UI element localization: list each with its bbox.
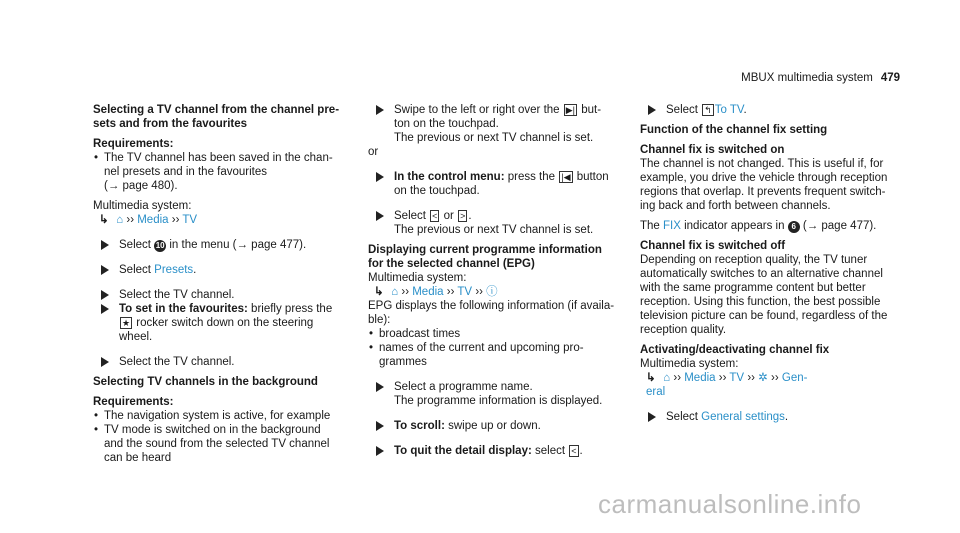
chevron-icon: ›› [475, 286, 487, 298]
heading-fix-on: Channel fix is switched on [640, 144, 785, 156]
step-arrow-icon [376, 446, 384, 456]
path-tv: TV [457, 286, 473, 298]
star-icon: ★ [122, 318, 131, 328]
heading-function-fix: Function of the channel fix setting [640, 124, 828, 136]
epg-item: • broadcast times [368, 327, 622, 341]
heading-select-presets: Selecting a TV channel from the channel pre- sets and from the favourites [93, 104, 340, 130]
heading-epg: Displaying current programme information for the selected channel (EPG) [368, 244, 602, 270]
menu-path [93, 213, 347, 227]
home-icon: ⌂ [116, 214, 124, 226]
number-badge-icon: 10 [155, 241, 165, 250]
epg-description: EPG displays the following information (if availa- ble): [368, 300, 615, 326]
back-arrow-icon: ↰ [704, 105, 712, 115]
step-arrow-icon [376, 211, 384, 221]
chevron-icon: ›› [747, 372, 759, 384]
chevron-icon: ›› [771, 372, 782, 384]
number-badge-icon: 6 [788, 221, 800, 233]
multimedia-label: Multimedia system: [368, 272, 467, 284]
watermark: carmanualsonline.info [598, 489, 862, 519]
step-select-channel-2: Select the TV channel. [93, 355, 347, 369]
path-arrow-icon: ↳ [646, 372, 656, 384]
step-select-presets: Select Presets. [93, 263, 347, 277]
epg-item: • names of the current and upcoming pro- grammes [368, 341, 622, 369]
heading-fix-off: Channel fix is switched off [640, 240, 786, 252]
fix-indicator-text: The FIX indicator appears in 6 (→ page 477). [640, 220, 877, 232]
fix-on-text: The channel is not changed. This is useful if, for example, you drive the vehicle through reception regions that overlap. It prevents frequent switch- ing back and forth between channels. [640, 158, 888, 212]
menu-path-wrap: eral [646, 386, 666, 398]
chevron-icon: ›› [673, 372, 685, 384]
path-media: Media [412, 286, 444, 298]
requirement-item: • TV mode is switched on in the background and the sound from the selected TV channel can be heard [93, 423, 347, 465]
page-number: 479 [880, 72, 900, 84]
step-select-programme: Select a programme name. The programme information is displayed. [368, 380, 622, 408]
step-arrow-icon [648, 412, 656, 422]
step-arrow-icon [101, 304, 109, 314]
column-left [93, 103, 347, 465]
path-general: Gen- [781, 372, 808, 384]
step-quit-detail: To quit the detail display: select < . [368, 444, 622, 458]
requirement-item: • The navigation system is active, for example [93, 409, 347, 423]
header-title: MBUX multimedia system [741, 72, 873, 84]
multimedia-label: Multimedia system: [640, 358, 739, 370]
path-media: Media [137, 214, 169, 226]
chevron-icon: ›› [446, 286, 458, 298]
step-arrow-icon [101, 357, 109, 367]
path-tv: TV [729, 372, 745, 384]
menu-path [640, 371, 894, 385]
chevron-icon: ›› [401, 286, 413, 298]
step-arrow-icon [101, 290, 109, 300]
path-arrow-icon: ↳ [99, 214, 109, 226]
heading-background: Selecting TV channels in the background [93, 376, 318, 388]
gear-icon: ✲ [758, 372, 768, 384]
step-arrow-icon [376, 382, 384, 392]
requirement-item: • The TV channel has been saved in the chan- nel presets and in the favourites (→ page 480). [93, 151, 347, 193]
step-to-tv: Select ↰ To TV. [640, 103, 894, 117]
path-tv: TV [182, 214, 198, 226]
step-arrow-icon [376, 421, 384, 431]
chevron-left-icon: < [432, 211, 438, 221]
step-select-menu: Select 10 in the menu (→ page 477). [93, 238, 347, 252]
chevron-icon: ›› [171, 214, 183, 226]
skip-back-icon: |◀ [561, 172, 571, 182]
step-arrow-icon [376, 172, 384, 182]
step-arrow-icon [101, 265, 109, 275]
heading-activate-fix: Activating/deactivating channel fix [640, 344, 830, 356]
step-swipe: Swipe to the left or right over the ▶| but- ton on the touchpad. The previous or next TV channel is set. [368, 103, 622, 145]
step-select-channel: Select the TV channel. [93, 288, 347, 302]
path-arrow-icon: ↳ [374, 286, 384, 298]
chevron-right-icon: > [460, 211, 466, 221]
home-icon: ⌂ [663, 372, 671, 384]
step-arrow-icon [101, 240, 109, 250]
menu-path [368, 285, 622, 299]
multimedia-label: Multimedia system: [93, 200, 192, 212]
step-select-arrows: Select < or > . The previous or next TV channel is set. [368, 209, 622, 237]
requirements-label: Requirements: [93, 138, 174, 150]
step-arrow-icon [648, 105, 656, 115]
or-text: or [368, 146, 379, 158]
home-icon: ⌂ [391, 286, 399, 298]
column-middle [368, 103, 622, 458]
chevron-icon: ›› [718, 372, 730, 384]
step-scroll: To scroll: swipe up or down. [368, 419, 622, 433]
skip-forward-icon: ▶| [565, 105, 576, 115]
chevron-icon: ›› [126, 214, 138, 226]
column-right [640, 103, 894, 424]
chevron-left-icon: < [571, 446, 577, 456]
path-media: Media [684, 372, 716, 384]
requirements-label-2: Requirements: [93, 396, 174, 408]
fix-off-text: Depending on reception quality, the TV tuner automatically switches to an alternative channel with the same programme content but better reception. Using this function, the best possible television picture can be found, regardless of the reception quality. [640, 254, 888, 336]
step-general-settings: Select General settings. [640, 410, 894, 424]
step-control-menu: In the control menu: press the |◀ button on the touchpad. [368, 170, 622, 198]
info-icon: ⓘ [486, 286, 498, 298]
page-header [741, 71, 900, 85]
step-set-favourites: To set in the favourites: briefly press the ★ rocker switch down on the steering wheel. [93, 302, 347, 344]
step-arrow-icon [376, 105, 384, 115]
